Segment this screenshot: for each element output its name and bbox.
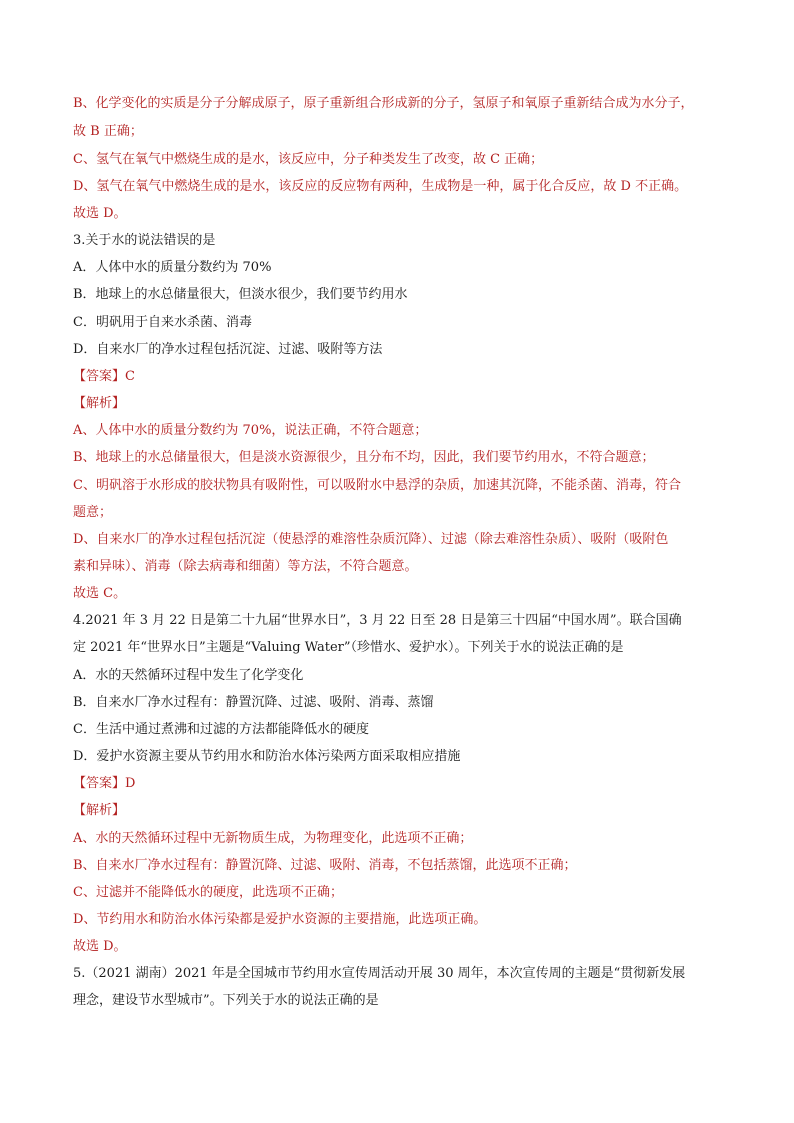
explanation-line: D、自来水厂的净水过程包括沉淀（使悬浮的难溶性杂质沉降）、过滤（除去难溶性杂质）、吸附（吸附色 xyxy=(73,532,669,547)
analysis-label: 【解析】 xyxy=(73,396,126,411)
question-4-option-a: A．水的天然循环过程中发生了化学变化 xyxy=(73,668,304,683)
explanation-line: 素和异味）、消毒（除去病毒和细菌）等方法，不符合题意。 xyxy=(73,559,418,574)
explanation-line: C、氢气在氧气中燃烧生成的是水，该反应中，分子种类发生了改变，故 C 正确； xyxy=(73,152,544,167)
question-4-option-d: D．爱护水资源主要从节约用水和防治水体污染两方面采取相应措施 xyxy=(73,749,461,764)
explanation-line: D、节约用水和防治水体污染都是爱护水资源的主要措施，此选项正确。 xyxy=(73,912,487,927)
choice-line: 故选 D。 xyxy=(73,206,127,221)
question-3-option-c: C．明矾用于自来水杀菌、消毒 xyxy=(73,315,252,330)
explanation-line: B、地球上的水总储量很大，但是淡水资源很少，且分布不均，因此，我们要节约用水，不符合题意； xyxy=(73,450,655,465)
explanation-line: D、氢气在氧气中燃烧生成的是水，该反应的反应物有两种，生成物是一种，属于化合反应，故 D 不正确。 xyxy=(73,179,688,194)
question-3-option-a: A．人体中水的质量分数约为 70% xyxy=(73,260,272,275)
question-3-option-b: B．地球上的水总储量很大，但淡水很少，我们要节约用水 xyxy=(73,287,408,302)
answer-label: 【答案】D xyxy=(73,776,136,791)
explanation-line: 题意； xyxy=(73,505,113,520)
question-4-option-b: B．自来水厂净水过程有：静置沉降、过滤、吸附、消毒、蒸馏 xyxy=(73,695,434,710)
choice-line: 故选 C。 xyxy=(73,586,127,601)
question-4-stem: 4.2021 年 3 月 22 日是第二十九届“世界水日”，3 月 22 日至 28 日是第三十四届“中国水周”。联合国确 xyxy=(73,613,682,628)
explanation-line: B、化学变化的实质是分子分解成原子，原子重新组合形成新的分子，氢原子和氧原子重新结合成为水分子， xyxy=(73,96,694,111)
question-5-stem: 5.（2021 湖南）2021 年是全国城市节约用水宣传周活动开展 30 周年，本次宣传周的主题是“贯彻新发展 xyxy=(73,966,686,981)
question-3-option-d: D．自来水厂的净水过程包括沉淀、过滤、吸附等方法 xyxy=(73,342,383,357)
question-5-stem: 理念，建设节水型城市”。下列关于水的说法正确的是 xyxy=(73,993,379,1008)
explanation-line: A、水的天然循环过程中无新物质生成，为物理变化，此选项不正确； xyxy=(73,831,473,846)
answer-label: 【答案】C xyxy=(73,369,135,384)
choice-line: 故选 D。 xyxy=(73,939,127,954)
explanation-line: B、自来水厂净水过程有：静置沉降、过滤、吸附、消毒，不包括蒸馏，此选项不正确； xyxy=(73,858,577,873)
question-4-stem: 定 2021 年“世界水日”主题是“Valuing Water”（珍惜水、爱护水）。下列关于水的说法正确的是 xyxy=(73,640,624,655)
explanation-line: 故 B 正确； xyxy=(73,124,143,139)
explanation-line: A、人体中水的质量分数约为 70%，说法正确，不符合题意； xyxy=(73,423,428,438)
question-4-option-c: C．生活中通过煮沸和过滤的方法都能降低水的硬度 xyxy=(73,722,369,737)
explanation-line: C、明矾溶于水形成的胶状物具有吸附性，可以吸附水中悬浮的杂质，加速其沉降，不能杀菌、消毒，符合 xyxy=(73,478,681,493)
explanation-line: C、过滤并不能降低水的硬度，此选项不正确； xyxy=(73,885,343,900)
question-3-stem: 3.关于水的说法错误的是 xyxy=(73,233,216,248)
analysis-label: 【解析】 xyxy=(73,803,126,818)
